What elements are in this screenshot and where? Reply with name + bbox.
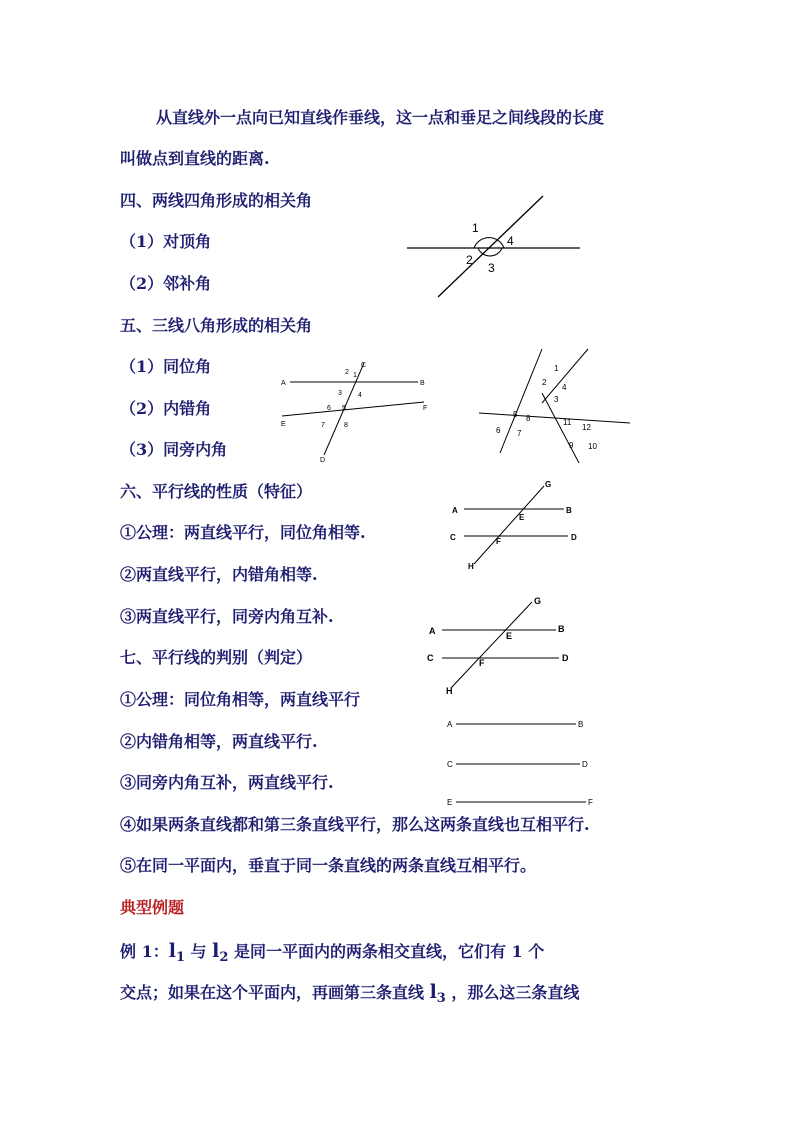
paragraph-line-2: 叫做点到直线的距离. bbox=[120, 149, 270, 168]
example-1-rest: 是同一平面内的两条相交直线，它们有 1 个 bbox=[228, 942, 545, 961]
fig2-label: 1 bbox=[353, 372, 357, 379]
fig3-label: 9 bbox=[569, 441, 574, 450]
fig6-label: A bbox=[447, 720, 453, 729]
fig3-label: 11 bbox=[563, 418, 572, 427]
fig4-transversal bbox=[474, 486, 544, 564]
example-1-prefix: 例 1： bbox=[120, 942, 169, 961]
section-7-item-5: ⑤在同一平面内，垂直于同一条直线的两条直线互相平行。 bbox=[120, 856, 537, 875]
fig1-label: 1 bbox=[472, 221, 479, 235]
section-7-item-3: ③同旁内角互补，两直线平行. bbox=[120, 773, 334, 792]
example-1-line-1 bbox=[120, 940, 544, 965]
fig4-label: A bbox=[452, 506, 458, 515]
fig2-label: 5 bbox=[342, 405, 346, 412]
section-7-title: 七、平行线的判别（判定） bbox=[120, 648, 313, 667]
fig1-label: 4 bbox=[507, 234, 514, 248]
section-5-item-3: （3）同旁内角 bbox=[120, 440, 228, 459]
section-5-title: 五、三线八角形成的相关角 bbox=[120, 316, 313, 335]
fig5-label: E bbox=[506, 631, 513, 641]
figure-three-lines-eight-angles bbox=[278, 355, 438, 465]
fig6-label: D bbox=[582, 760, 588, 769]
fig3-label: 4 bbox=[562, 383, 567, 392]
figure-three-parallel-lines bbox=[444, 712, 604, 812]
fig1-slanted-line bbox=[438, 196, 543, 297]
line-symbol-l2: l bbox=[212, 940, 220, 962]
subscript-3: 3 bbox=[436, 991, 446, 1006]
figure-vertical-angles bbox=[400, 190, 590, 305]
fig3-label: 7 bbox=[517, 429, 522, 438]
fig3-label: 3 bbox=[554, 395, 559, 404]
example-1-line-2 bbox=[120, 981, 579, 1006]
section-6-item-1: ①公理：两直线平行，同位角相等. bbox=[120, 523, 366, 542]
examples-title: 典型例题 bbox=[120, 898, 185, 917]
fig1-label: 2 bbox=[466, 253, 473, 267]
fig4-label: B bbox=[566, 506, 572, 515]
figure-parallel-determination bbox=[422, 590, 592, 700]
fig3-line-right bbox=[542, 349, 588, 403]
fig3-line-diagonal bbox=[542, 393, 579, 463]
fig2-label: C bbox=[361, 362, 367, 369]
fig6-label: E bbox=[447, 798, 453, 807]
fig6-label: C bbox=[447, 760, 453, 769]
fig2-label: A bbox=[281, 380, 286, 387]
figure-parallel-properties bbox=[444, 478, 594, 573]
fig2-label: 6 bbox=[327, 405, 331, 412]
line-symbol-l3: l bbox=[429, 981, 437, 1003]
fig5-label: C bbox=[427, 653, 434, 663]
fig2-label: 8 bbox=[344, 422, 348, 429]
fig5-transversal bbox=[451, 602, 532, 688]
example-1-line-2-b: ，那么这三条直线 bbox=[445, 983, 580, 1002]
fig5-label: F bbox=[479, 658, 485, 668]
fig3-label: 12 bbox=[582, 423, 591, 432]
fig3-label: 1 bbox=[554, 364, 559, 373]
example-1-with: 与 bbox=[184, 942, 213, 961]
fig3-label: 5 bbox=[513, 410, 518, 419]
section-6-item-2: ②两直线平行，内错角相等. bbox=[120, 565, 318, 584]
fig2-line-ef bbox=[282, 402, 424, 416]
subscript-1: 1 bbox=[175, 950, 185, 965]
fig6-label: F bbox=[588, 798, 593, 807]
section-4-item-2: （2）邻补角 bbox=[120, 274, 212, 293]
fig2-label: 4 bbox=[358, 392, 362, 399]
fig2-label: B bbox=[420, 380, 425, 387]
line-symbol-l1: l bbox=[168, 940, 176, 962]
fig1-label: 3 bbox=[488, 261, 495, 275]
fig4-label: D bbox=[571, 533, 577, 542]
section-7-item-2: ②内错角相等，两直线平行. bbox=[120, 732, 318, 751]
fig5-label: H bbox=[446, 686, 453, 696]
fig2-label: 2 bbox=[345, 369, 349, 376]
section-6-title: 六、平行线的性质（特征） bbox=[120, 482, 313, 501]
fig5-label: G bbox=[534, 596, 542, 606]
fig4-label: C bbox=[450, 533, 456, 542]
fig3-line-crossing bbox=[479, 413, 630, 423]
fig4-label: G bbox=[545, 480, 552, 489]
fig5-label: A bbox=[429, 626, 436, 636]
fig4-label: H bbox=[468, 562, 474, 571]
fig2-label: 3 bbox=[338, 390, 342, 397]
section-4-item-1: （1）对顶角 bbox=[120, 232, 212, 251]
subscript-2: 2 bbox=[219, 950, 229, 965]
section-5-item-2: （2）内错角 bbox=[120, 399, 212, 418]
fig5-label: B bbox=[558, 624, 565, 634]
fig2-label: D bbox=[320, 457, 326, 464]
fig4-label: E bbox=[519, 513, 525, 522]
section-7-item-4: ④如果两条直线都和第三条直线平行，那么这两条直线也互相平行. bbox=[120, 815, 590, 834]
section-7-item-1: ①公理：同位角相等，两直线平行 bbox=[120, 690, 361, 709]
section-4-title: 四、两线四角形成的相关角 bbox=[120, 191, 313, 210]
fig2-label: E bbox=[281, 421, 286, 428]
section-6-item-3: ③两直线平行，同旁内角互补. bbox=[120, 607, 334, 626]
fig3-label: 2 bbox=[542, 378, 547, 387]
figure-twelve-angles bbox=[476, 345, 636, 465]
fig5-label: D bbox=[562, 653, 569, 663]
fig2-label: F bbox=[423, 405, 428, 412]
fig3-label: 8 bbox=[526, 414, 531, 423]
fig6-label: B bbox=[578, 720, 584, 729]
fig4-label: F bbox=[496, 537, 501, 546]
fig2-label: 7 bbox=[321, 422, 325, 429]
fig3-label: 10 bbox=[588, 442, 597, 451]
example-1-line-2-a: 交点；如果在这个平面内，再画第三条直线 bbox=[120, 983, 430, 1002]
fig1-angle-arc-top bbox=[474, 238, 504, 248]
section-5-item-1: （1）同位角 bbox=[120, 357, 212, 376]
fig3-label: 6 bbox=[496, 426, 501, 435]
paragraph-line-1: 从直线外一点向已知直线作垂线，这一点和垂足之间线段的长度 bbox=[156, 108, 605, 127]
